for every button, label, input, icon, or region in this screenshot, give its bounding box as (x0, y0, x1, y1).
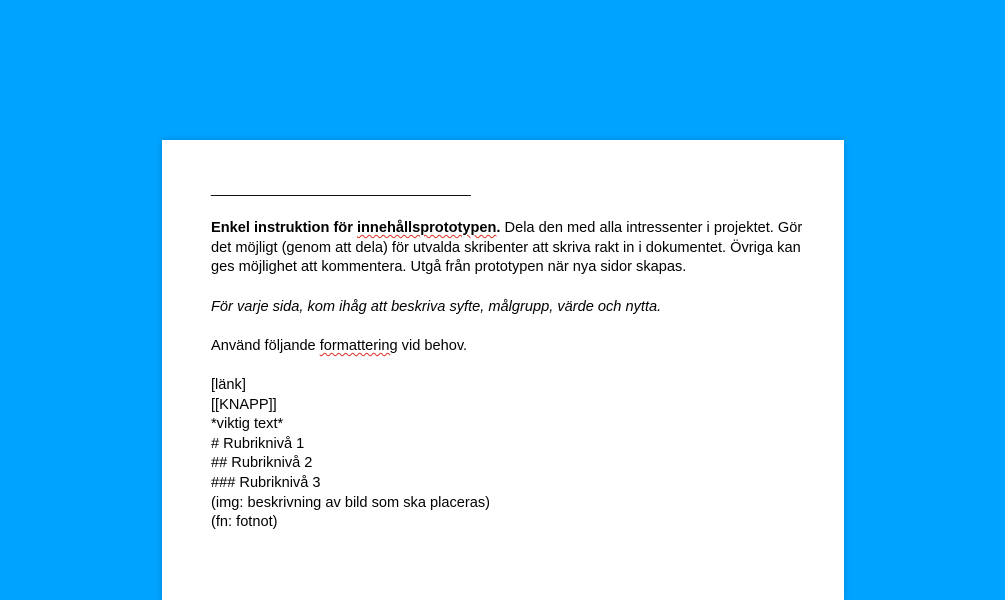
document-body[interactable] (211, 180, 821, 533)
format-example-heading-2: ## Rubriknivå 2 (211, 455, 313, 472)
usage-paragraph (211, 337, 821, 357)
paragraph-spacer (211, 200, 821, 220)
format-example-button: [[KNAPP]] (211, 396, 277, 413)
format-example-emphasis: *viktig text* (211, 416, 284, 433)
document-page[interactable] (162, 140, 844, 600)
intro-rest-text: Dela den med alla intressenter i projektet. Gör det möjligt (genom att dela) för utvalda skribenter att skriva rakt in i dokumentet. Övriga kan ges möjlighet att kommentera. Utgå från prototypen när nya sidor skapas. (211, 220, 803, 276)
format-examples-list (211, 376, 821, 533)
format-example-heading-3: ### Rubriknivå 3 (211, 474, 321, 491)
intro-bold-lead: Enkel instruktion för (211, 220, 357, 237)
format-example-link: [länk] (211, 376, 246, 393)
intro-bold-period: . (496, 220, 501, 237)
paragraph-spacer (211, 317, 821, 337)
intro-misspelled-word[interactable]: innehållsprototypen (356, 220, 497, 237)
format-example-heading-1: # Rubriknivå 1 (211, 435, 305, 452)
intro-paragraph (211, 219, 821, 278)
usage-tail: vid behov. (397, 337, 468, 354)
format-example-footnote: (fn: fotnot) (211, 514, 278, 531)
usage-lead: Använd följande (211, 337, 320, 354)
format-example-image: (img: beskrivning av bild som ska placeras) (211, 494, 491, 511)
italic-note: För varje sida, kom ihåg att beskriva syfte, målgrupp, värde och nytta. (211, 298, 662, 315)
horizontal-divider: ________________________________ (211, 181, 471, 197)
paragraph-spacer (211, 278, 821, 298)
paragraph-spacer (211, 356, 821, 376)
usage-misspelled-word[interactable]: formattering (319, 337, 398, 354)
